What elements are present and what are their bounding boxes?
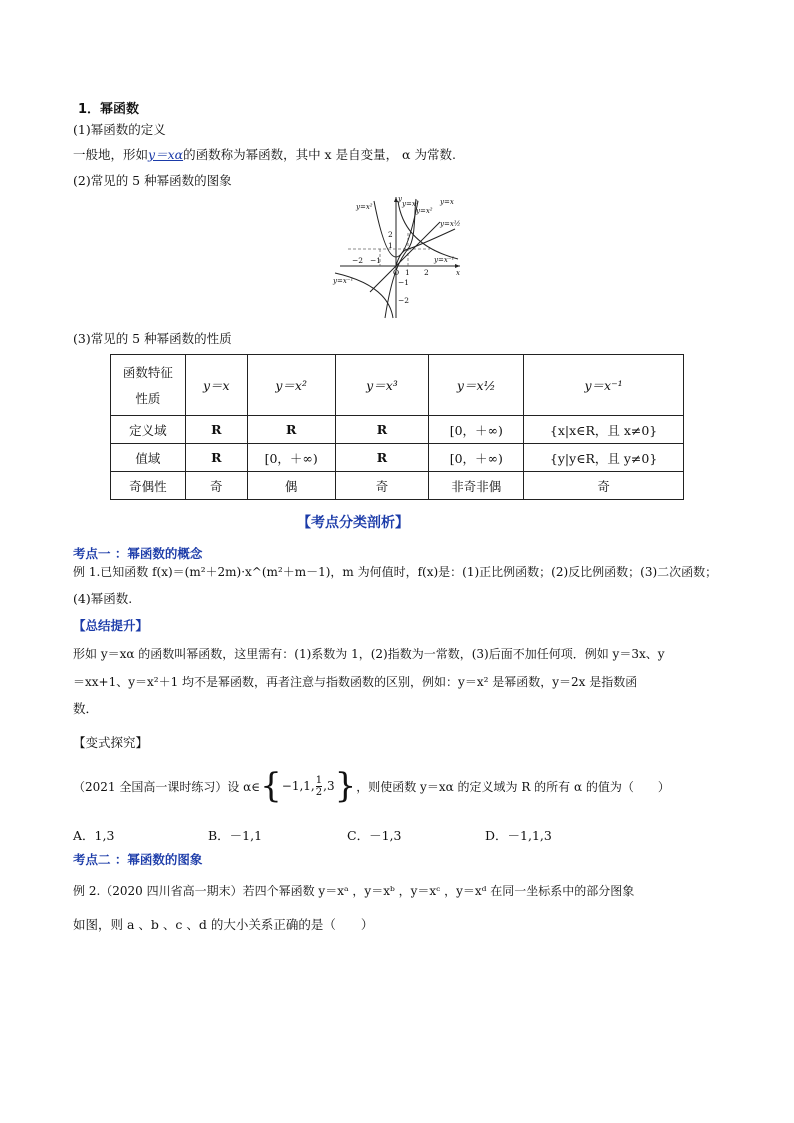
choice-b: B．－1,1	[208, 828, 263, 843]
set-part1: −1,1,	[281, 779, 315, 793]
properties-table	[110, 354, 684, 500]
definition-formula: y＝xα	[148, 147, 184, 162]
section-title: 1．幂函数	[78, 102, 140, 117]
summary-line3: 数．	[73, 701, 99, 716]
table-cell: 奇	[524, 472, 684, 500]
label-y-x3: y=x³	[402, 200, 419, 208]
header-fn-inv: y＝x⁻¹	[524, 355, 684, 416]
table-row	[111, 444, 684, 472]
summary-line2: ＝xx+1、y＝x²＋1 均不是幂函数，再者注意与指数函数的区别，例如：y＝x² 是幂函数，y＝2x 是指数函	[73, 675, 638, 689]
table-cell: 偶	[247, 472, 335, 500]
x-axis-label: x	[456, 269, 460, 277]
example-2-line2: 如图，则 a 、b 、c 、d 的大小关系正确的是（ ）	[73, 917, 374, 932]
header-label-line2: 性质	[135, 391, 161, 406]
definition-prefix: 一般地，形如	[73, 147, 149, 162]
summary-title: 【总结提升】	[73, 618, 149, 633]
right-brace: }	[334, 766, 357, 806]
tick-y-2: 2	[388, 230, 393, 239]
fraction-denominator: 2	[315, 786, 323, 798]
table-cell: 奇	[335, 472, 429, 500]
table-header-label	[111, 355, 186, 416]
header-label-line1: 函数特征	[122, 365, 173, 380]
table-row	[111, 416, 684, 444]
tick-x-m1: −1	[370, 256, 382, 265]
table-cell: R	[247, 416, 335, 444]
choice-a: A．1,3	[73, 828, 115, 843]
definition-suffix: 的函数称为幂函数，其中 x 是自变量， α 为常数.	[183, 147, 456, 162]
variant-question-suffix: ，则使函数 y＝xα 的定义域为 R 的所有 α 的值为（ ）	[356, 779, 670, 794]
header-fn-x3: y＝x³	[335, 355, 429, 416]
table-cell: [0，＋∞)	[429, 444, 524, 472]
row-name: 定义域	[111, 416, 186, 444]
power-functions-graph	[330, 193, 465, 321]
example-1-line2: (4)幂函数.	[73, 591, 133, 606]
subheading-definition: (1)幂函数的定义	[73, 122, 166, 137]
label-y-inv-neg: y=x⁻¹	[333, 277, 354, 285]
header-fn-sqrt: y＝x½	[429, 355, 524, 416]
origin-label: O	[393, 268, 400, 277]
topic-2-title: 考点二 ：幂函数的图象	[73, 852, 203, 867]
x-axis-arrow	[455, 264, 460, 268]
row-name: 值域	[111, 444, 186, 472]
label-y-sqrt: y=x½	[440, 220, 461, 228]
table-header-row	[111, 355, 684, 416]
variant-question-prefix: （2021 全国高一课时练习）设 α∈	[73, 779, 261, 794]
subheading-graphs: (2)常见的 5 种幂函数的图象	[73, 173, 232, 188]
choice-c: C．－1,3	[347, 828, 402, 843]
set-part2: ,3	[323, 779, 335, 793]
label-y-inv: y=x⁻¹	[434, 256, 455, 264]
summary-line1: 形如 y＝xα 的函数叫幂函数，这里需有：(1)系数为 1，(2)指数为一常数，(3)后面不加任何项．例如 y＝3x、y	[73, 647, 665, 661]
table-cell: {y|y∈R，且 y≠0}	[524, 444, 684, 472]
subheading-properties: (3)常见的 5 种幂函数的性质	[73, 331, 232, 346]
tick-y-1: 1	[388, 241, 393, 250]
label-y-x2: y=x²	[356, 203, 373, 211]
set-fraction	[316, 775, 322, 798]
tick-x-2: 2	[424, 268, 429, 277]
table-cell: R	[185, 416, 247, 444]
section-banner: 【考点分类剖析】	[297, 515, 409, 531]
tick-x-1: 1	[405, 268, 410, 277]
example-1-line1: 例 1.已知函数 f(x)＝(m²＋2m)·x^(m²＋m－1)，m 为何值时，f(x)是：(1)正比例函数；(2)反比例函数；(3)二次函数；	[73, 565, 718, 579]
table-cell: [0，＋∞)	[429, 416, 524, 444]
example-2-line1: 例 2.（2020 四川省高一期末）若四个幂函数 y＝xᵃ ，y＝xᵇ ，y＝xᶜ ，y＝xᵈ 在同一坐标系中的部分图象	[73, 884, 635, 898]
table-row	[111, 472, 684, 500]
table-cell: 奇	[185, 472, 247, 500]
table-cell: R	[335, 444, 429, 472]
variant-title: 【变式探究】	[73, 735, 149, 750]
variant-question	[73, 766, 670, 806]
tick-x-m2: −2	[352, 256, 364, 265]
header-fn-x2: y＝x²	[247, 355, 335, 416]
table-cell: 非奇非偶	[429, 472, 524, 500]
row-name: 奇偶性	[111, 472, 186, 500]
table-cell: [0，＋∞)	[247, 444, 335, 472]
label-y-x2b: y=x²	[416, 207, 433, 215]
fraction-numerator: 1	[315, 774, 323, 786]
definition-line	[73, 145, 456, 163]
y-axis-label: y	[398, 195, 402, 203]
table-cell: {x|x∈R，且 x≠0}	[524, 416, 684, 444]
tick-y-m2: −2	[398, 296, 410, 305]
header-fn-x: y＝x	[185, 355, 247, 416]
table-cell: R	[185, 444, 247, 472]
table-cell: R	[335, 416, 429, 444]
tick-y-m1: −1	[398, 278, 410, 287]
left-brace: {	[260, 766, 282, 806]
choice-d: D．－1,1,3	[485, 828, 552, 843]
topic-1-title: 考点一 ：幂函数的概念	[73, 546, 203, 561]
label-y-x: y=x	[440, 198, 454, 206]
